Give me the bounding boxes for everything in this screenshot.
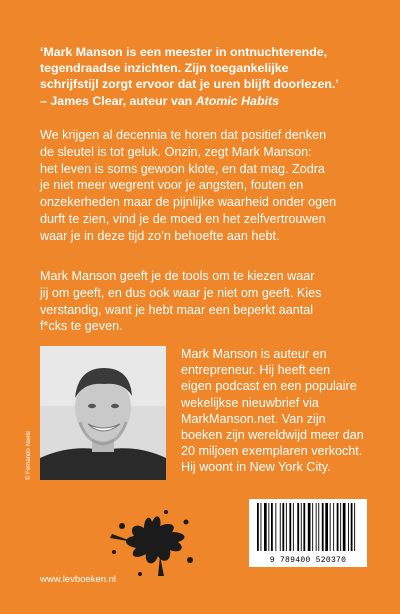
quote-line: tegendraadse inzichten. Zijn toegankelijke [40, 61, 289, 76]
text-line: waar je in deze tijd zo’n behoefte aan hebt. [40, 228, 280, 243]
bio-line: Mark Manson is auteur en [181, 347, 327, 361]
attribution-text: – James Clear, auteur van [40, 93, 196, 108]
quote-line: schrijfstijl zorgt ervoor dat je uren blijft doorlezen.’ [40, 77, 339, 92]
blurb-paragraph-1 [40, 127, 375, 245]
author-portrait-image [40, 346, 166, 480]
text-line: de sleutel is tot geluk. Onzin, zegt Mark Manson: [40, 144, 312, 159]
endorsement-quote [40, 44, 370, 109]
text-line: Mark Manson geeft je de tools om te kiezen waar [40, 269, 315, 283]
ink-splat-logo [100, 502, 200, 582]
bio-line: Hij woont in New York City. [181, 460, 331, 475]
quote-attribution [40, 93, 370, 109]
barcode-bars [249, 499, 367, 555]
blurb-paragraph-2 [40, 268, 375, 335]
bio-line: eigen podcast en een populaire [181, 379, 357, 394]
publisher-website: www.levboeken.nl [40, 574, 117, 585]
text-line: je niet meer wegrent voor je angsten, fouten en [40, 178, 304, 193]
text-line: jij om geeft, en dus ook waar je niet om geeft. Kies [40, 285, 322, 300]
quote-line: ‘Mark Manson is een meester in ontnuchterende, [40, 45, 328, 59]
bio-line: entrepreneur. Hij heeft een [181, 363, 331, 378]
text-line: verstandig, want je hebt maar een beperkt aantal [40, 302, 314, 317]
text-line: f*cks te geven. [40, 319, 123, 334]
attribution-book-title: Atomic Habits [195, 93, 279, 108]
isbn-barcode [249, 499, 367, 567]
text-line: We krijgen al decennia te horen dat positief denken [40, 128, 327, 142]
isbn-number: 9 789400 520370 [269, 556, 347, 565]
bio-line: wekelijkse nieuwbrief via [181, 395, 319, 410]
bio-line: MarkManson.net. Van zijn [181, 411, 326, 426]
author-photo [40, 346, 166, 480]
text-line: het leven is soms gewoon klote, en dat mag. Zodra [40, 161, 325, 176]
author-bio [181, 346, 381, 476]
text-line: durft te zien, vind je de moed en het zelfvertrouwen [40, 211, 326, 226]
bio-line: boeken zijn wereldwijd meer dan [181, 428, 364, 443]
text-line: onzekerheden maar de pijnlijke waarheid onder ogen [40, 195, 337, 210]
bio-line: 20 miljoen exemplaren verkocht. [181, 444, 363, 459]
photo-credit: © Fernando Neele [26, 430, 32, 480]
